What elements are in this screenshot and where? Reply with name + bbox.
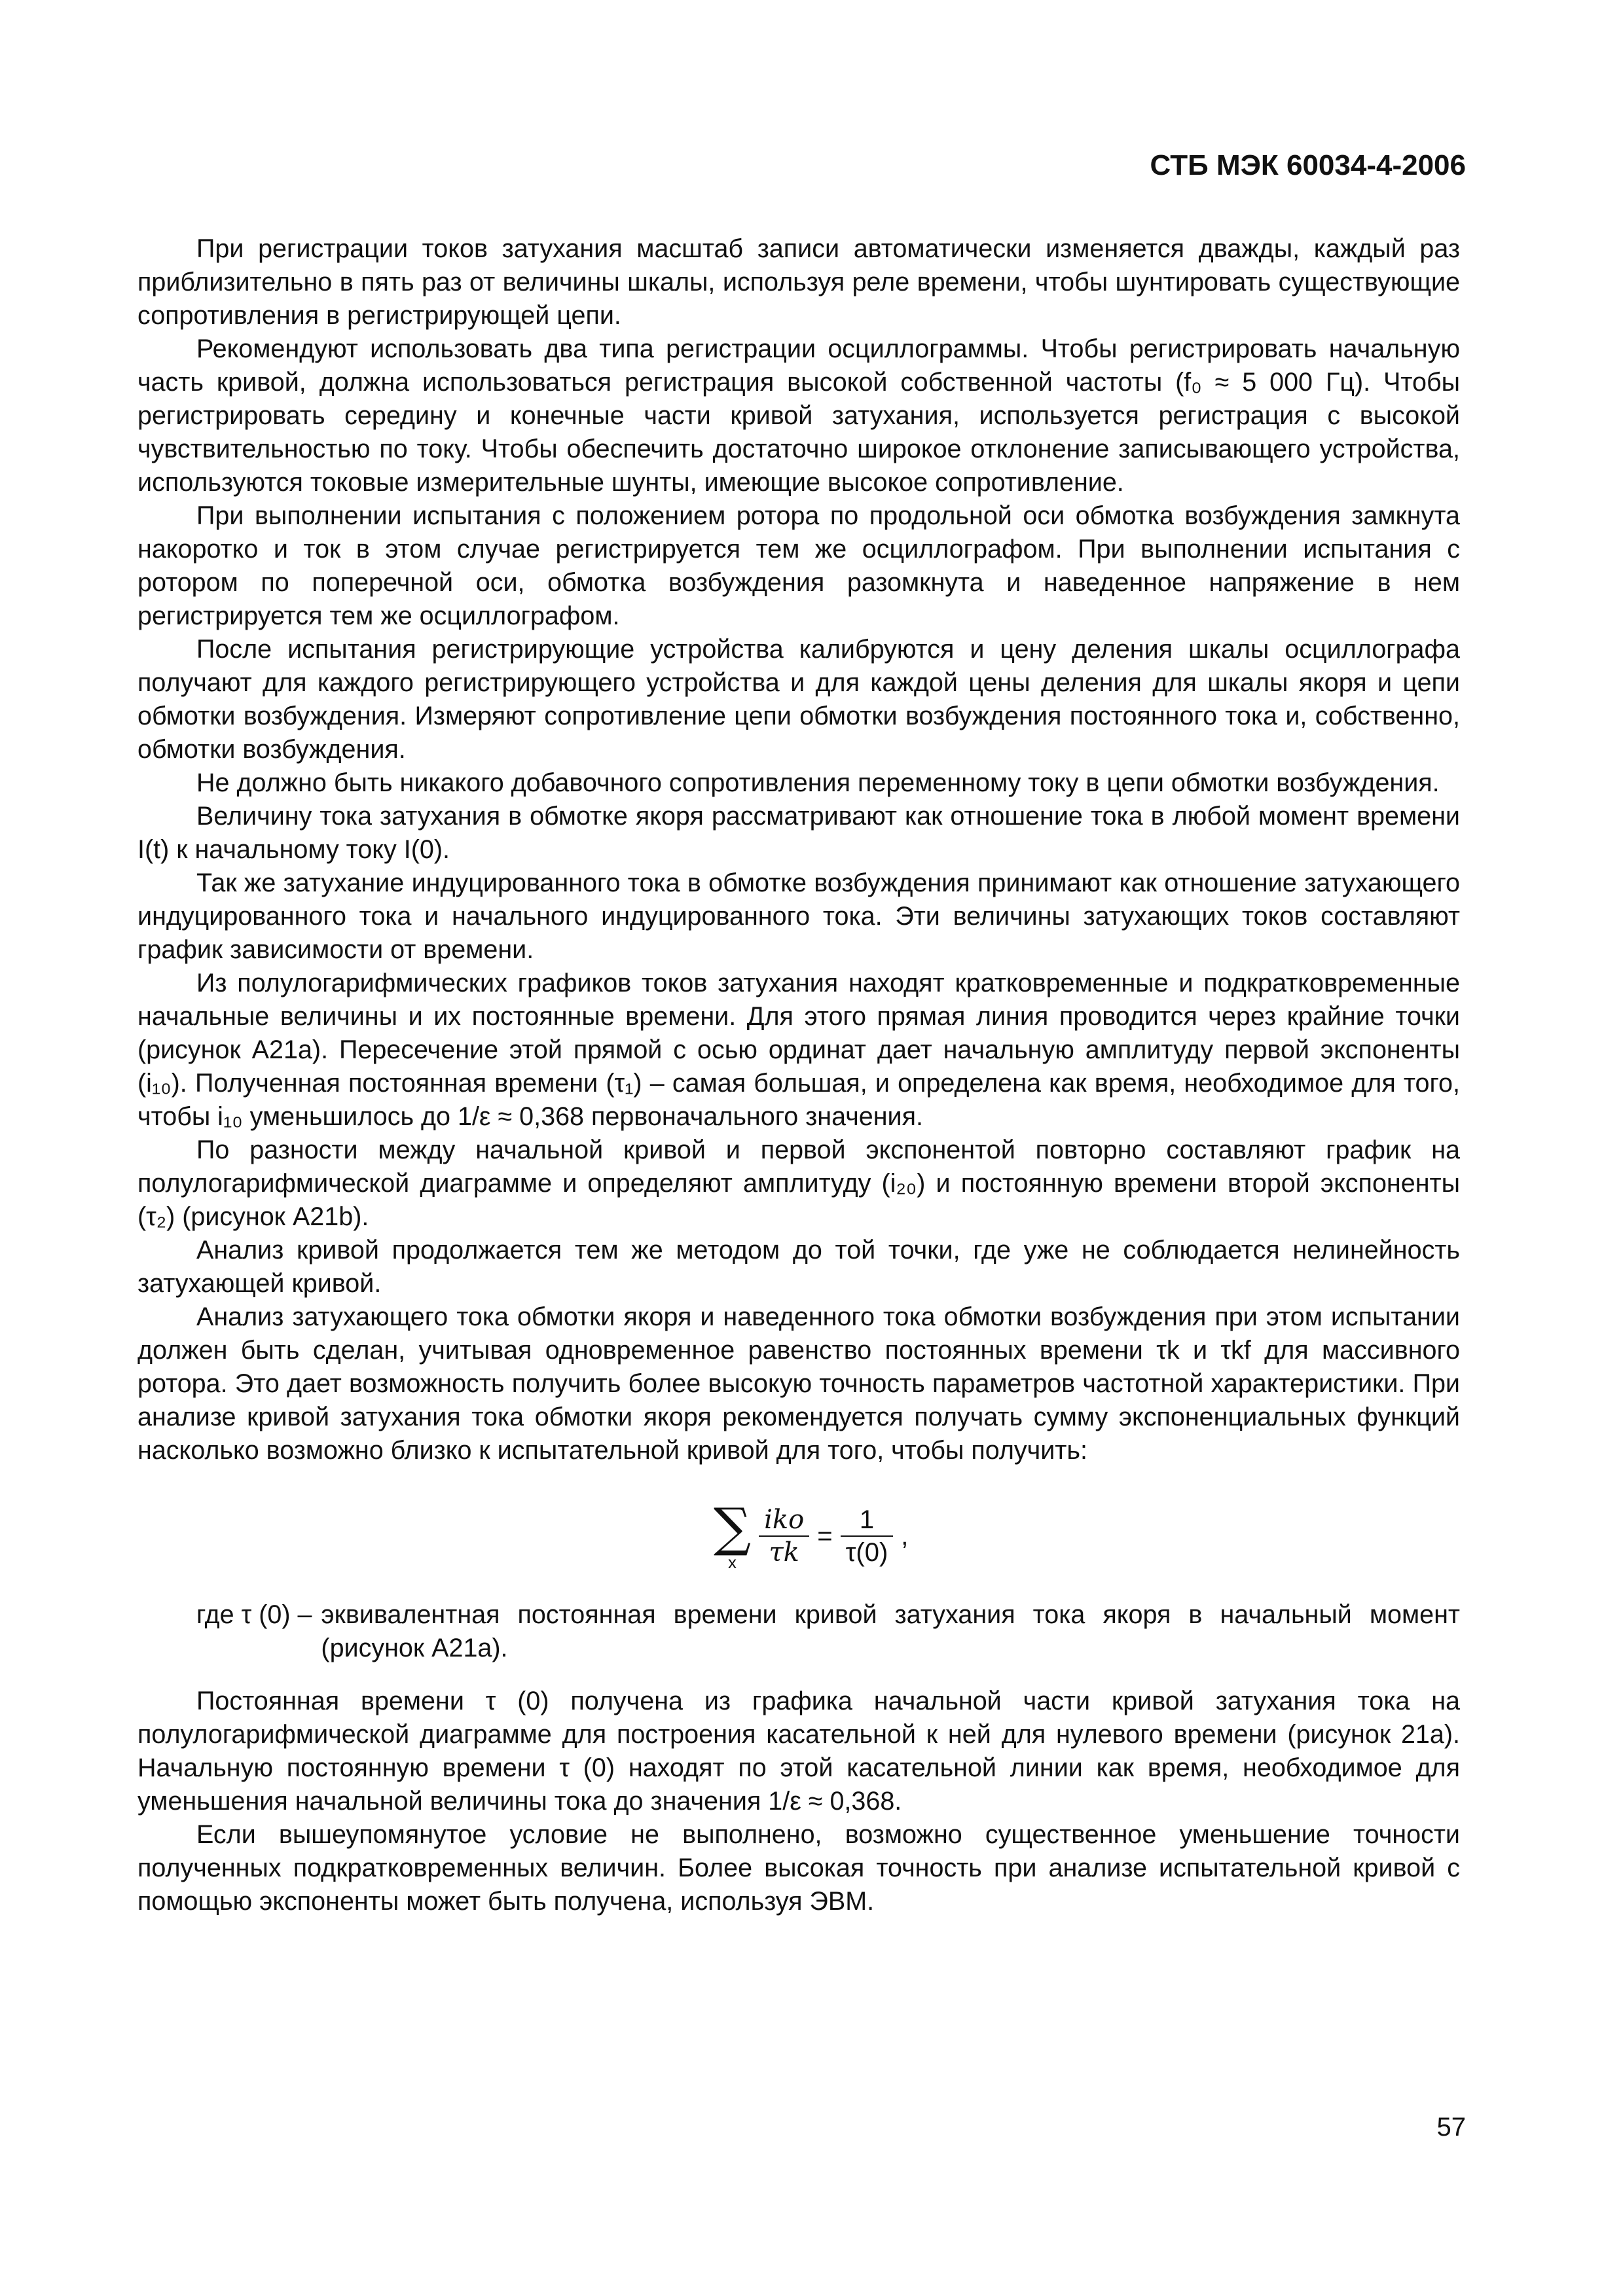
paragraph: Постоянная времени τ (0) получена из графика начальной части кривой затухания тока на полулогарифмической диаграмме для построения касательной к ней для нулевого времени (рисунок 21а). Начальную постоянную времени τ (0) находят по этой касательной линии как время, необходимое для уменьшения начальной величины тока до значения 1/ε ≈ 0,368. [137, 1687, 1460, 1816]
fraction-denominator: τ(0) [845, 1538, 888, 1567]
fraction-numerator: iko [764, 1505, 805, 1535]
paragraph: Анализ затухающего тока обмотки якоря и наведенного тока обмотки возбуждения при этом испытании должен быть сделан, учитывая одновременное равенство постоянных времени τk и τkf для массивного ротора. Это дает возможность получить более высокую точность параметров частотной характеристики. При анализе кривой затухания тока обмотки якоря рекомендуется получать сумму экспоненциальных функций насколько возможно близко к испытательной кривой для того, чтобы получить: [137, 1302, 1460, 1465]
document-header: СТБ МЭК 60034-4-2006 [1150, 149, 1466, 181]
formula [714, 1494, 1460, 1579]
equals-sign: = [817, 1521, 833, 1551]
paragraph: Так же затухание индуцированного тока в обмотке возбуждения принимают как отношение затухающего индуцированного тока и начального индуцированного тока. Эти величины затухающих токов составляют график зависимости от времени. [137, 869, 1460, 964]
where-label: где τ (0) – [196, 1600, 312, 1629]
paragraph: При регистрации токов затухания масштаб записи автоматически изменяется дважды, каждый раз приблизительно в пять раз от величины шкалы, используя реле времени, чтобы шунтировать существующие сопротивления в регистрирующей цепи. [137, 234, 1460, 330]
fraction-denominator: τk [769, 1537, 799, 1568]
where-text: эквивалентная постоянная времени кривой затухания тока якоря в начальный момент (рисунок А21а). [321, 1600, 1460, 1662]
paragraph: Анализ кривой продолжается тем же методом до той точки, где уже не соблюдается нелинейность затухающей кривой. [137, 1236, 1460, 1298]
sigma-symbol: ∑ [714, 1497, 752, 1558]
paragraph: Из полулогарифмических графиков токов затухания находят кратковременные и подкратковременные начальные величины и их постоянные времени. Для этого прямая линия проводится через крайние точки (рисунок А21а). Пересечение этой прямой с осью ординат дает начальную амплитуду первой экспоненты (i₁₀). Полученная постоянная времени (τ₁) – самая большая, и определена как время, необходимое для того, чтобы i₁₀ уменьшилось до 1/ε ≈ 0,368 первоначального значения. [137, 969, 1460, 1131]
paragraph: По разности между начальной кривой и первой экспонентой повторно составляют график на полулогарифмической диаграмме и определяют амплитуду (i₂₀) и постоянную времени второй экспоненты (τ₂) (рисунок А21b). [137, 1136, 1460, 1231]
sigma-subscript: x [728, 1552, 737, 1572]
paragraph: Рекомендуют использовать два типа регистрации осциллограммы. Чтобы регистрировать начальную часть кривой, должна использоваться регистрация высокой собственной частоты (f₀ ≈ 5 000 Гц). Чтобы регистрировать середину и конечные части кривой затухания, используется регистрация с высокой чувствительностью по току. Чтобы обеспечить достаточно широкое отклонение записывающего устройства, используются токовые измерительные шунты, имеющие высокое сопротивление. [137, 334, 1460, 497]
formula-comma: , [901, 1521, 909, 1551]
sum-operator [714, 1497, 752, 1572]
fraction-right [841, 1504, 894, 1568]
paragraph: Если вышеупомянутое условие не выполнено, возможно существенное уменьшение точности полученных подкратковременных величин. Более высокая точность при анализе испытательной кривой с помощью экспоненты может быть получена, используя ЭВМ. [137, 1820, 1460, 1916]
paragraph: Не должно быть никакого добавочного сопротивления переменному току в цепи обмотки возбуждения. [196, 768, 1440, 797]
page-number: 57 [1436, 2113, 1466, 2142]
where-clause [196, 1598, 1460, 1665]
paragraph: При выполнении испытания с положением ротора по продольной оси обмотка возбуждения замкнута накоротко и ток в этом случае регистрируется тем же осциллографом. При выполнении испытания с ротором по поперечной оси, обмотка возбуждения разомкнута и наведенное напряжение в нем регистрируется тем же осциллографом. [137, 501, 1460, 630]
fraction-left [759, 1504, 809, 1568]
body-text [137, 232, 1460, 1918]
paragraph: Величину тока затухания в обмотке якоря рассматривают как отношение тока в любой момент времени I(t) к начальному току I(0). [137, 802, 1460, 864]
fraction-numerator: 1 [859, 1505, 875, 1534]
paragraph: После испытания регистрирующие устройства калибруются и цену деления шкалы осциллографа получают для каждого регистрирующего устройства и для каждой цены деления для шкалы якоря и цепи обмотки возбуждения. Измеряют сопротивление цепи обмотки возбуждения постоянного тока и, собственно, обмотки возбуждения. [137, 635, 1460, 764]
